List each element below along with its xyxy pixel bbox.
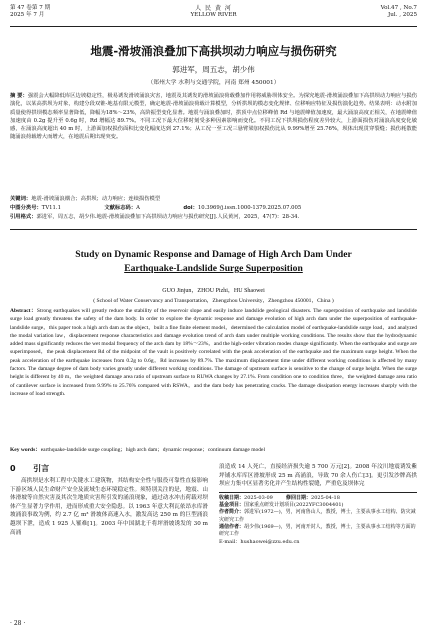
intro-paragraph-right: 浪造成 14 人死亡，直接经济损失逾 5 700 万元[2]。2008 年汶川地震诱发紫坪铺水库库区滑坡形成 25 m 高涌浪，导致 70 余人伤亡[3]。更引发沙牌高拱坝应力集中区显著劣化并产生结构性裂缝，严重危及坝体完	[219, 464, 417, 488]
section-title: 引言	[33, 464, 50, 473]
author2-label: 通信作者：	[219, 523, 245, 530]
page-number: · 28 ·	[10, 620, 26, 627]
footnote-author2	[219, 524, 417, 539]
header-date-en: Jul. , 2025	[388, 12, 417, 18]
citation-cn-label: 引用格式：	[10, 214, 37, 220]
affiliation-en: ( School of Water Conservancy and Transportation，Zhengzhou University，Zhengzhou 450001，China )	[93, 298, 334, 304]
footnote-dates	[219, 495, 417, 502]
keywords-en-text: earthquake-landslide surge coupling；high arch dam；dynamic response；continuum damage model	[40, 447, 265, 453]
doc-label: 文献标志码：	[104, 205, 137, 211]
abstract-en-text: Strong earthquakes will greatly reduce the stability of the reservoir slope and easily induce landslide geological disasters. The superposition of earthquake and landslide surge load greatly threatens the safety of the dam body. In order to explore the dynamic response and damage evolution of high arch dam under the superposition of earthquake-landslide surge，this paper took a high arch dam as the object，built a fine finite element model，determined the calculation model of earthquake-landslide surge load，and analyzed the modal variation law，displacement response characteristics and damage evolution trend of arch dam under multiple working conditions. The results show that the hydrodynamic added mass significantly reduces the wet modal frequency of the arch dam by 18%～23%，and the high-order vibration modes change significantly. When the earthquake and surge are superimposed，the peak displacement Rd of the midpoint of the vault is positively correlated with the peak acceleration of the earthquake and the maximum surge height. When the peak acceleration of the earthquake increases from 0.2g to 0.6g，Rd increases by 89.7%. The maximum displacement time under different working conditions is affected by many factors. The damage degree of dam body varies greatly under different working conditions. The damage of upstream surface is sensitive to the change of surge height. When the surge height is different by 40 m，the weighted damage area ratio of upstream surface to RUWA changes by 27.1%. From condition one to condition three，the weighted damage area ratio of cantilever surface is increased from 9.99% to 25.76% compared with RSWA，and the dam body has penetrating cracks. The damage dissipation energy increases sharply with the increase of load strength.	[10, 308, 418, 397]
abstract-cn-text: 强震会大幅降低库区边坡稳定性，极易诱发滑坡涌浪灾害，地震及其诱发的滑坡涌浪荷载叠加作用将威胁坝体安全。为探究地震-滑坡涌浪叠加下高拱坝动力响应与损伤演化，以某高拱坝为对象，构建分段双锥-地基有限元模型，确定地震-滑坡涌浪荷载计算模型，分析拱坝的模态变化规律、位移响应特征及损伤演化趋势。结果表明：动水附加质量使得拱坝模态频率显著降低，降幅为18%～23%，高阶振型变化显著。地震与涌浪叠加时，拱顶中点位移峰值 Rd 与地震峰值加速度，最大涌浪高度正相关，在地震峰值加速度由 0.2g 提升至 0.6g 时，Rd 增幅达 89.7%。不同工况下最大位移时刻受多种因素影响而变化。不同工况下拱坝损伤程度差异较大，上游面损伤对涌浪高度变化敏感，在涌浪高度超出 40 m 时，上游面加权损伤面积比变化幅度达到 27.1%；从工况一至工况三悬臂梁加权损伤比从 9.99%增至 25.76%，坝体出现贯穿裂缝；损伤耗散能随涌浪荷载增大而增大，在地震后期出现突变。	[10, 93, 417, 141]
received-date: 2025-03-09	[244, 494, 273, 501]
footnote-author1	[219, 509, 417, 524]
clc-label: 中图分类号：	[10, 205, 42, 211]
revised-label: 修回日期：	[286, 494, 312, 501]
abstract-cn-label: 摘 要：	[10, 93, 28, 99]
abstract-en-label: Abstract：	[10, 308, 37, 314]
intro-paragraph-left: 高拱坝是水利工程中关键水工建筑物，其结构安全性与服役可靠性直接影响下游区域人民生命财产安全及流域生态环境稳定性。须特别关注的是，地震、山体滑坡等自然灾害及其次生地质灾害所引发的涌浪现象，通过动水冲击荷载对坝体产生显著力学作用，进而形成重大安全隐患。以 1963 年意大利瓦依昂水库滑坡涌浪事故为例，约 2.7 亿 m³ 滑坡体高速入水，激发高达 250 m 的巨型涌浪越坝下泄，造成 1 925 人罹难[1]。2003 年中国湖北千将坪滑坡诱发的 30 m 高涌	[10, 478, 208, 536]
left-column	[10, 463, 208, 537]
citation-cn	[10, 213, 417, 221]
running-header	[10, 4, 417, 27]
revised-date: 2025-04-18	[311, 494, 340, 501]
header-journal-cn: 人 民 黄 河	[195, 5, 232, 12]
paper-title-en	[0, 248, 427, 276]
authors-en: GUO Jinjun，ZHOU Pizhi，HU Shaowei	[162, 288, 265, 294]
header-issue-cn: 第 47 卷第 7 期	[10, 5, 51, 11]
doi-value: 10.3969/j.issn.1000-1379.2025.07.005	[197, 205, 302, 211]
keywords-cn	[10, 195, 417, 203]
fund-label: 基金项目：	[219, 502, 245, 509]
paper-title-en-line-1: Study on Dynamic Response and Damage of High Arch Dam Under	[75, 249, 352, 260]
email-label: E-mail：	[219, 538, 241, 545]
section-heading	[10, 463, 208, 474]
doi-label: doi：	[183, 205, 198, 211]
section-number: 0	[10, 464, 16, 473]
keywords-en	[10, 446, 417, 454]
keywords-en-label: Key words：	[10, 447, 41, 453]
header-journal-en: YELLOW RIVER	[190, 12, 237, 18]
authors-cn: 郭进军，周五志，胡少伟	[172, 65, 255, 74]
keywords-cn-text: 地震-滑坡涌浪耦合；高拱坝；动力响应；连续损伤模型	[31, 196, 161, 202]
classification-line	[10, 204, 417, 212]
header-center	[10, 5, 417, 19]
divider	[10, 229, 417, 230]
header-right	[381, 5, 417, 19]
email-text: hushaowei@zzu.edu.cn	[240, 538, 300, 545]
paper-title-en-line-2: Earthquake-Landslide Surge Superposition	[124, 263, 303, 274]
footnote-block	[219, 492, 417, 546]
citation-cn-text: 郭进军，周五志，胡少伟.地震-滑坡涌浪叠加下高拱坝动力响应与损伤研究[J].人民黄河，2025，47(7)：28-34.	[36, 214, 300, 220]
keywords-cn-label: 关键词：	[10, 196, 32, 202]
clc-value: TV11.1	[41, 205, 61, 211]
header-date-cn: 2025 年 7 月	[10, 12, 45, 18]
footnote-email	[219, 539, 417, 546]
paper-title-cn: 地震-滑坡涌浪叠加下高拱坝动力响应与损伤研究	[90, 44, 337, 58]
abstract-en	[10, 307, 417, 398]
author2-text: 胡少伟(1969—)，男，河南开封人，教授，博士，主要从事水工结构等方面的研究工作	[219, 523, 416, 538]
doc-value: A	[136, 205, 140, 211]
right-column	[219, 463, 417, 546]
header-issue-en: Vol.47 , No.7	[380, 5, 417, 11]
received-label: 收稿日期：	[219, 494, 245, 501]
affiliation-cn: （郑州大学 水利与交通学院，河南 郑州 450001）	[147, 80, 280, 86]
abstract-cn	[10, 92, 417, 142]
author1-label: 作者简介：	[219, 509, 245, 516]
fund-text: 国家重点研发计划项目(2022YFC3004401)	[244, 502, 344, 509]
author1-text: 郭进军(1972—)，男，河南鲁山人，教授，博士，主要从事水工结构、防灾减灾研究工作	[219, 509, 416, 523]
